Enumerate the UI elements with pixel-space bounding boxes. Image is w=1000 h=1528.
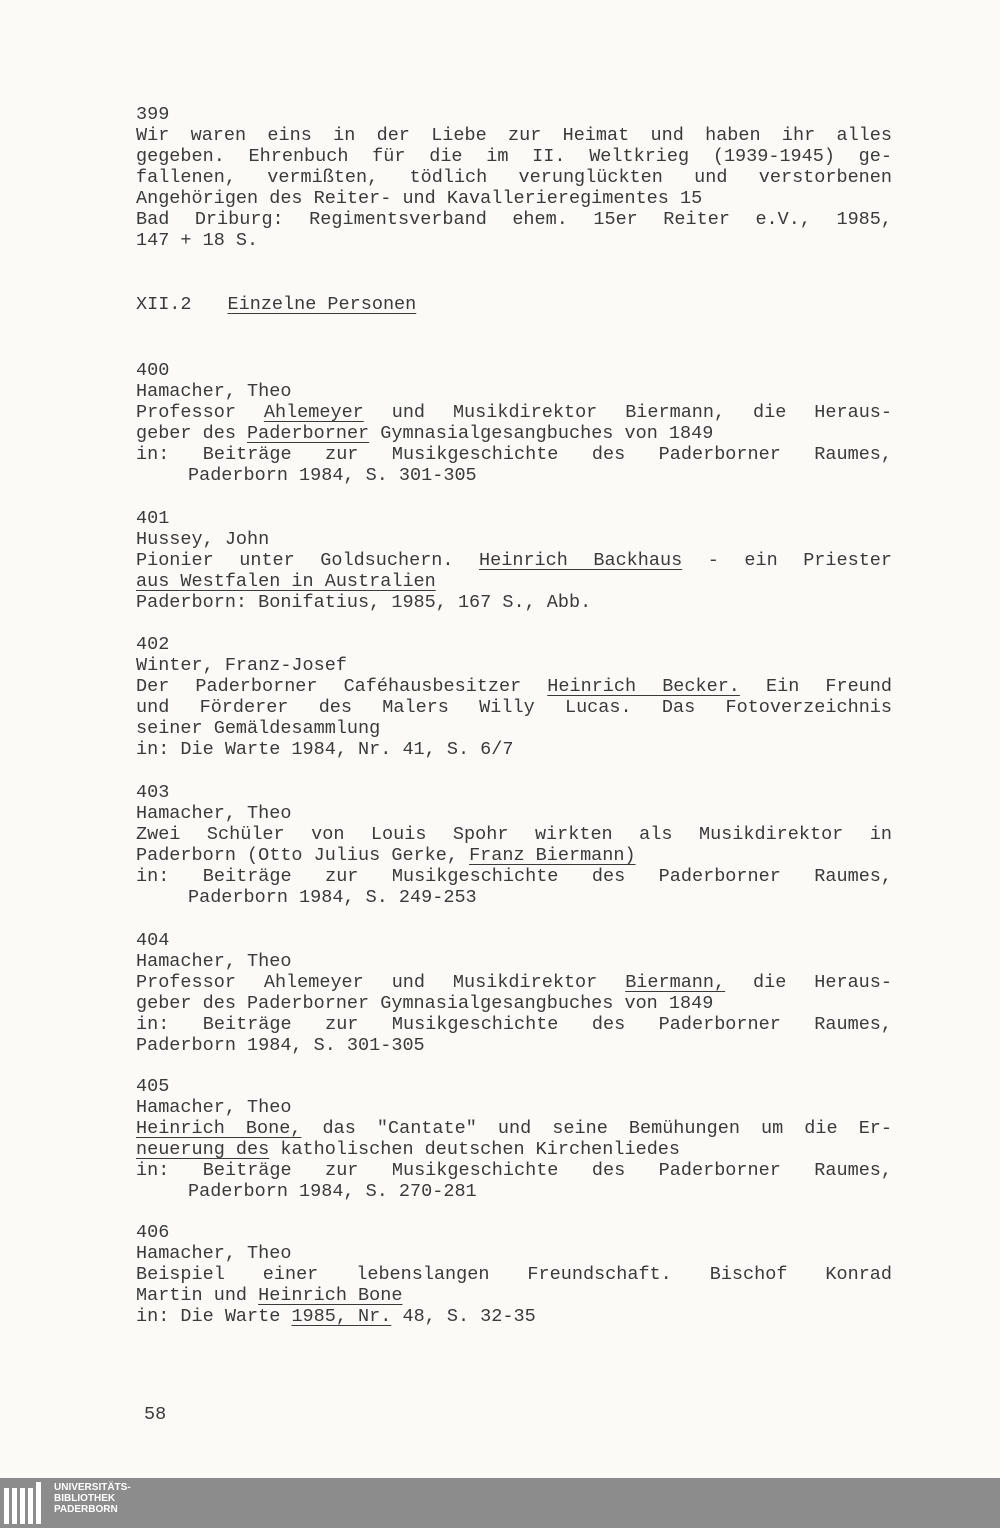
underlined-name: Paderborner <box>247 423 370 444</box>
source-line: Paderborn 1984, S. 301-305 <box>188 465 477 486</box>
underlined-name: Heinrich Backhaus <box>479 550 683 571</box>
underlined-name: Biermann, <box>625 972 726 993</box>
author: Hamacher, Theo <box>136 951 292 972</box>
source-line: Paderborn 1984, S. 249-253 <box>188 887 477 908</box>
title-line: Der Paderborner Caféhausbesitzer Heinrich Becker. Ein Freund <box>136 676 892 697</box>
title-line: Wir waren eins in der Liebe zur Heimat und haben ihr alles <box>136 125 892 146</box>
title-line: fallenen, vermißten, tödlich verunglückten und verstorbenen <box>136 167 892 188</box>
title-line: seiner Gemäldesammlung <box>136 718 381 739</box>
entry-number: 403 <box>136 782 170 803</box>
source-line: in: Beiträge zur Musikgeschichte des Paderborner Raumes, <box>136 1014 892 1035</box>
source-line: Paderborn 1984, S. 270-281 <box>188 1181 477 1202</box>
publisher-line: Paderborn: Bonifatius, 1985, 167 S., Abb. <box>136 592 592 613</box>
entry-number: 404 <box>136 930 170 951</box>
author: Hamacher, Theo <box>136 1243 292 1264</box>
entry-399 <box>136 104 892 251</box>
source-line: Paderborn 1984, S. 301-305 <box>136 1035 425 1056</box>
underlined-name: Franz Biermann) <box>469 845 636 866</box>
underlined-name: neuerung des <box>136 1139 270 1160</box>
title-line: Martin und Heinrich Bone <box>136 1285 403 1306</box>
author: Hussey, John <box>136 529 270 550</box>
title-line: Zwei Schüler von Louis Spohr wirkten als Musikdirektor in <box>136 824 892 845</box>
publisher-line: Bad Driburg: Regimentsverband ehem. 15er Reiter e.V., 1985, <box>136 209 892 230</box>
author: Hamacher, Theo <box>136 1097 292 1118</box>
title-line: und Förderer des Malers Willy Lucas. Das Fotoverzeichnis <box>136 697 892 718</box>
section-title: Einzelne Personen <box>227 294 417 315</box>
library-logo-text: UNIVERSITÄTS- BIBLIOTHEK PADERBORN <box>54 1482 131 1515</box>
pages-line: 147 + 18 S. <box>136 230 259 251</box>
title-line: Professor Ahlemeyer und Musikdirektor Biermann, die Heraus- <box>136 972 892 993</box>
entry-401 <box>136 508 892 613</box>
underlined-name: Ahlemeyer <box>263 402 364 423</box>
title-line <box>136 571 892 592</box>
underlined-name: Heinrich Becker. <box>547 676 740 697</box>
source-line: in: Die Warte 1985, Nr. 48, S. 32-35 <box>136 1306 536 1327</box>
entry-number: 402 <box>136 634 170 655</box>
underlined-name: aus Westfalen in Australien <box>136 571 436 592</box>
source-line: in: Beiträge zur Musikgeschichte des Paderborner Raumes, <box>136 866 892 887</box>
title-line: neuerung des katholischen deutschen Kirchenliedes <box>136 1139 681 1160</box>
source-line: in: Beiträge zur Musikgeschichte des Paderborner Raumes, <box>136 1160 892 1181</box>
entry-number: 400 <box>136 360 170 381</box>
source-line: in: Beiträge zur Musikgeschichte des Paderborner Raumes, <box>136 444 892 465</box>
entry-number: 405 <box>136 1076 170 1097</box>
title-line: geber des Paderborner Gymnasialgesangbuches von 1849 <box>136 423 714 444</box>
title-line: Professor Ahlemeyer und Musikdirektor Biermann, die Heraus- <box>136 402 892 423</box>
author: Winter, Franz-Josef <box>136 655 347 676</box>
entry-405 <box>136 1076 892 1202</box>
section-heading <box>136 294 416 315</box>
entry-403 <box>136 782 892 908</box>
author: Hamacher, Theo <box>136 381 292 402</box>
author: Hamacher, Theo <box>136 803 292 824</box>
title-line: Beispiel einer lebenslangen Freundschaft. Bischof Konrad <box>136 1264 892 1285</box>
title-line: Pionier unter Goldsuchern. Heinrich Backhaus - ein Priester <box>136 550 893 571</box>
underlined-text: 1985, Nr. <box>291 1306 392 1327</box>
footer-bar <box>0 1478 1000 1528</box>
entry-402 <box>136 634 892 760</box>
entry-number: 399 <box>136 104 170 125</box>
title-line: Heinrich Bone, das "Cantate" und seine Bemühungen um die Er- <box>136 1118 892 1139</box>
source-line: in: Die Warte 1984, Nr. 41, S. 6/7 <box>136 739 514 760</box>
title-line: gegeben. Ehrenbuch für die im II. Weltkrieg (1939-1945) ge- <box>136 146 892 167</box>
title-line: geber des Paderborner Gymnasialgesangbuches von 1849 <box>136 993 714 1014</box>
entry-number: 406 <box>136 1222 170 1243</box>
section-number: XII.2 <box>136 294 192 315</box>
library-logo-icon <box>4 1482 44 1524</box>
entry-400 <box>136 360 892 486</box>
title-line: Paderborn (Otto Julius Gerke, Franz Biermann) <box>136 845 636 866</box>
page-number: 58 <box>144 1404 167 1425</box>
entry-406 <box>136 1222 892 1327</box>
underlined-name: Heinrich Bone <box>258 1285 403 1306</box>
entry-404 <box>136 930 892 1056</box>
title-line: Angehörigen des Reiter- und Kavallerieregimentes 15 <box>136 188 703 209</box>
entry-number: 401 <box>136 508 170 529</box>
underlined-name: Heinrich Bone, <box>136 1118 302 1139</box>
